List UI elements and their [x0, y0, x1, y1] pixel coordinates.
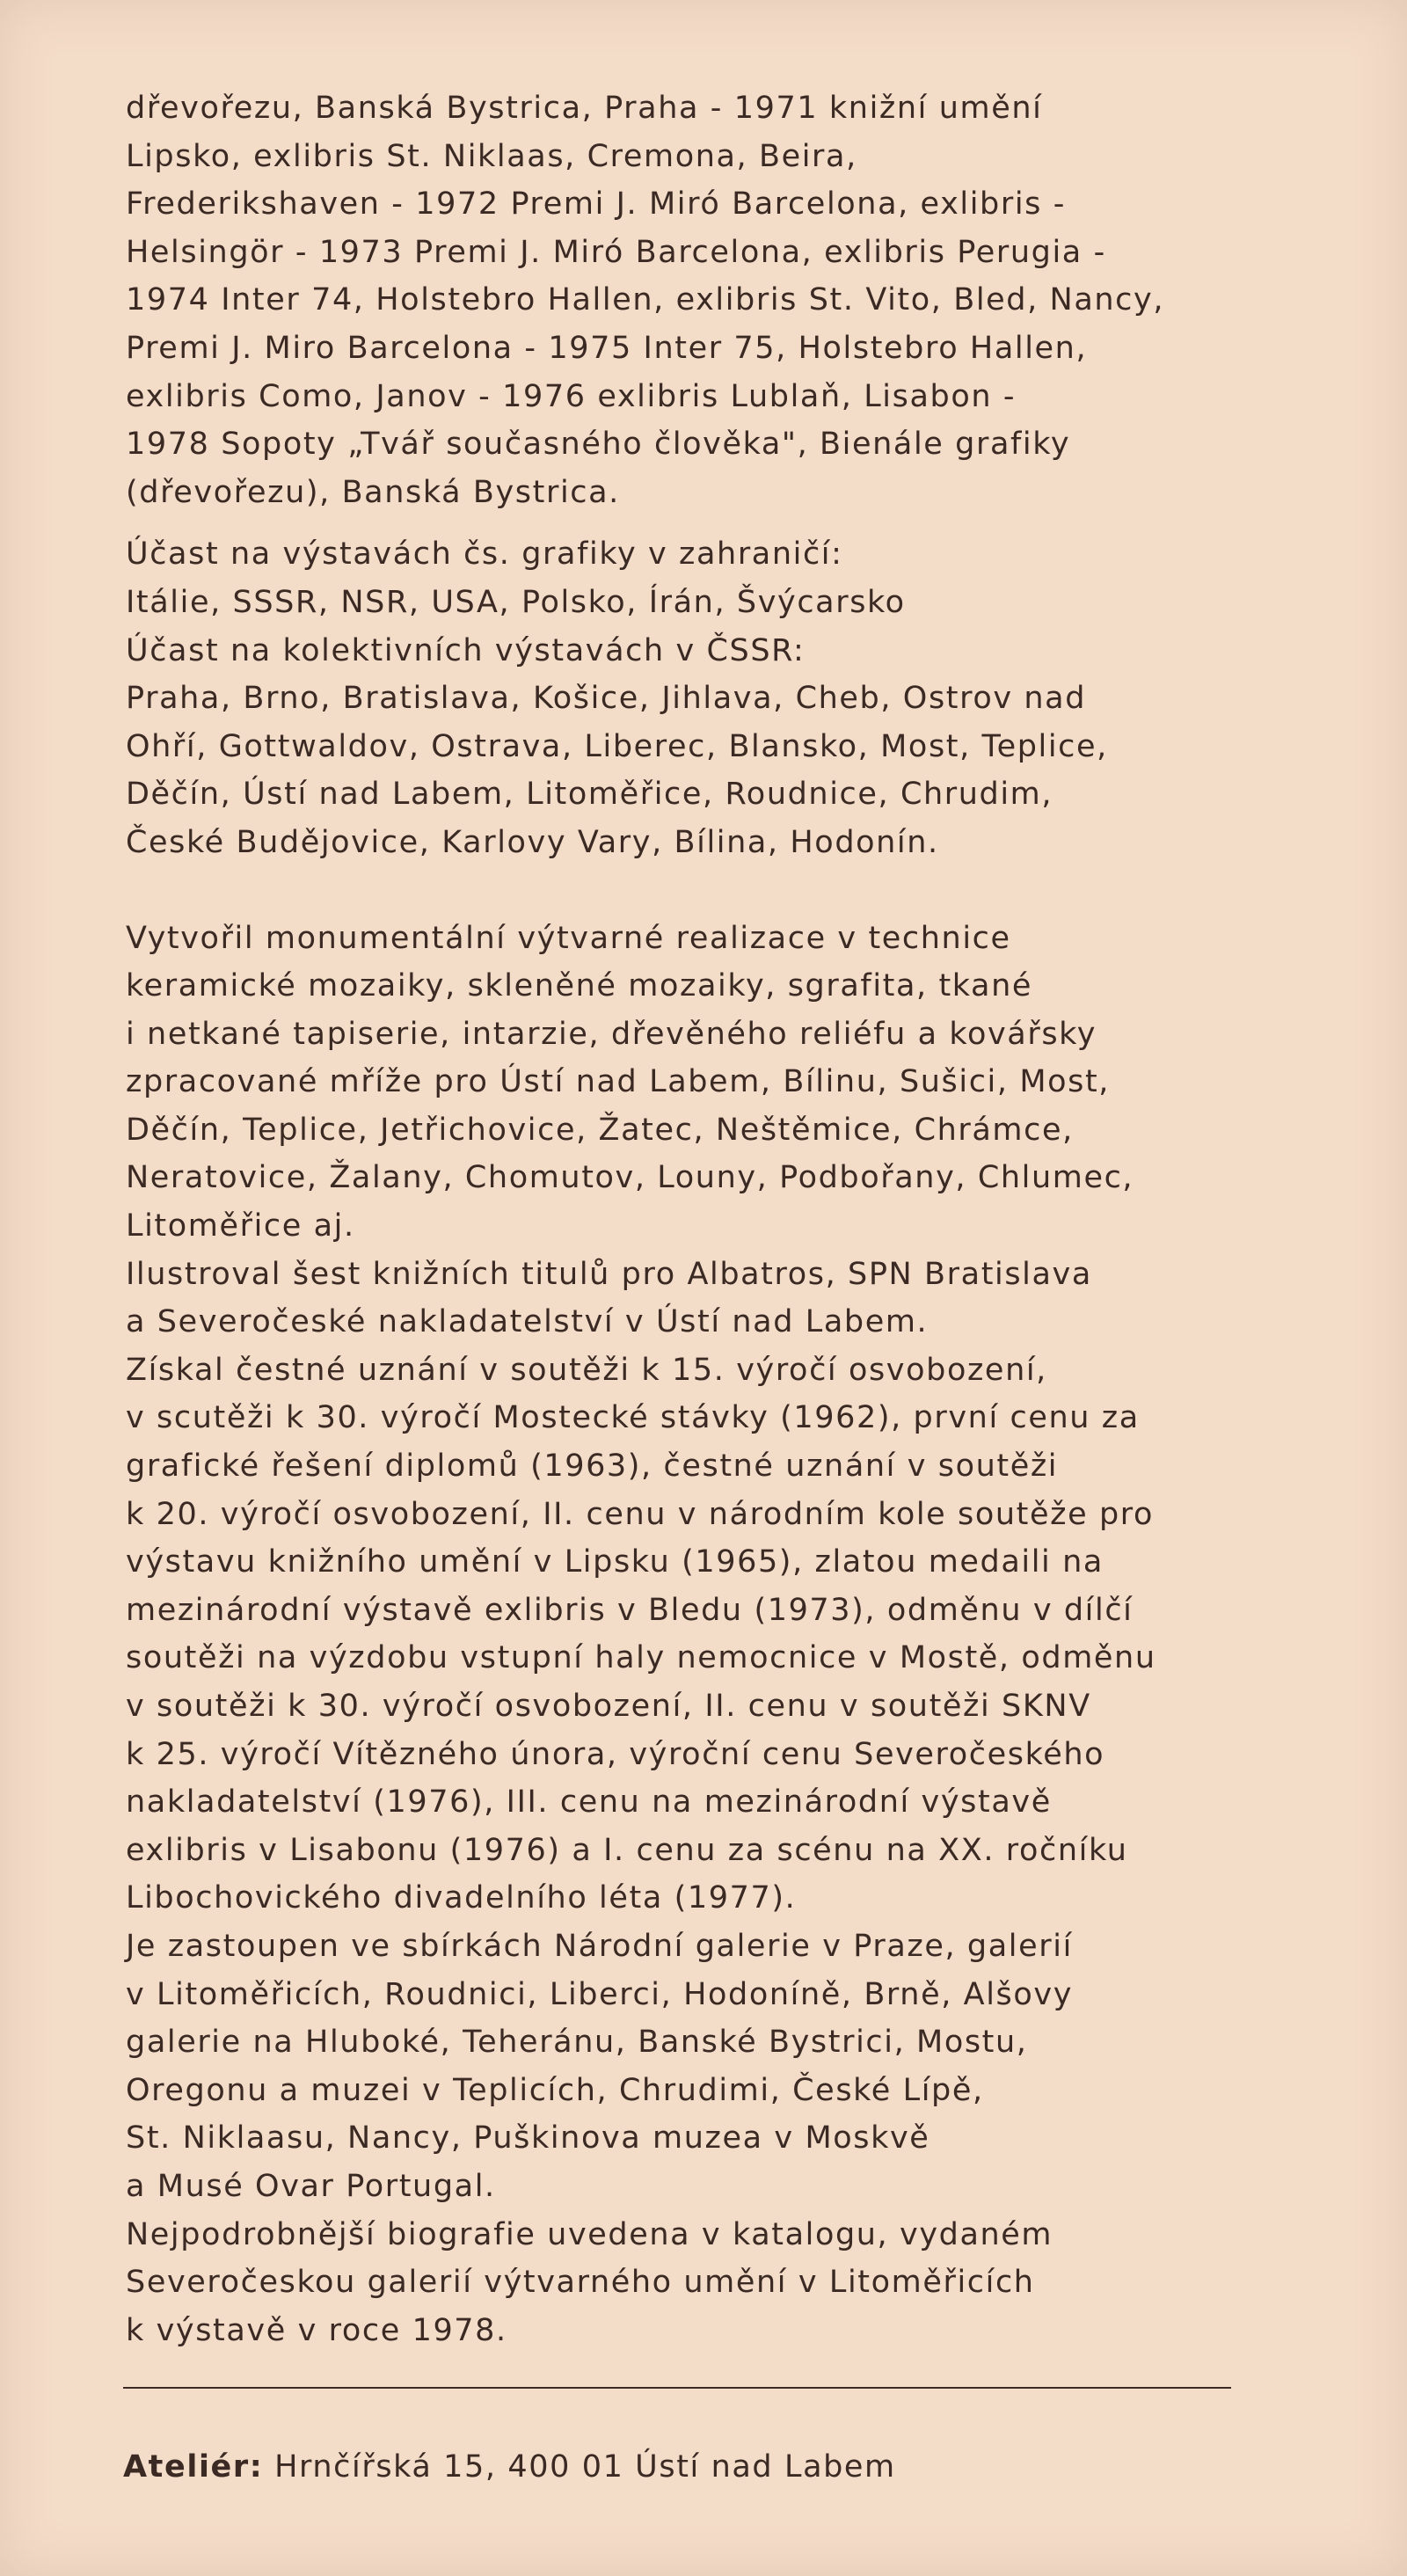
text-line: Děčín, Ústí nad Labem, Litoměřice, Roudnice, Chrudim,: [126, 777, 1053, 813]
text-line: Frederikshaven - 1972 Premi J. Miró Barcelona, exlibris -: [126, 186, 1066, 223]
text-line: grafické řešení diplomů (1963), čestné uznání v soutěži: [126, 1449, 1059, 1485]
text-line: Libochovického divadelního léta (1977).: [126, 1880, 797, 1916]
text-line: 1978 Sopoty „Tvář současného člověka", Bienále grafiky: [126, 427, 1071, 463]
text-line: České Budějovice, Karlovy Vary, Bílina, Hodonín.: [126, 824, 939, 860]
text-line: Děčín, Teplice, Jetřichovice, Žatec, Neštěmice, Chrámce,: [126, 1112, 1074, 1148]
text-line: k výstavě v roce 1978.: [126, 2312, 507, 2348]
text-line: exlibris Como, Janov - 1976 exlibris Lublaň, Lisabon -: [126, 378, 1017, 414]
text-line: soutěži na výzdobu vstupní haly nemocnice v Mostě, odměnu: [126, 1640, 1156, 1676]
works-paragraph: [126, 915, 1287, 2355]
text-line: Praha, Brno, Bratislava, Košice, Jihlava, Cheb, Ostrov nad: [126, 681, 1087, 717]
text-line: Lipsko, exlibris St. Niklaas, Cremona, Beira,: [126, 138, 857, 174]
text-line: Oregonu a muzei v Teplicích, Chrudimi, České Lípě,: [126, 2072, 984, 2108]
text-line: (dřevořezu), Banská Bystrica.: [126, 474, 620, 510]
text-line: Nejpodrobnější biografie uvedena v katalogu, vydaném: [126, 2216, 1053, 2252]
text-line: Severočeskou galerií výtvarného umění v Litoměřicích: [126, 2265, 1035, 2301]
studio-address-text: Hrnčířská 15, 400 01 Ústí nad Labem: [274, 2449, 896, 2485]
text-line: Helsingör - 1973 Premi J. Miró Barcelona, exlibris Perugia -: [126, 234, 1106, 270]
text-line: galerie na Hluboké, Teheránu, Banské Bystrici, Mostu,: [126, 2025, 1028, 2061]
collective-heading: Účast na kolektivních výstavách v ČSSR:: [126, 632, 806, 668]
text-line: výstavu knižního umění v Lipsku (1965), zlatou medaili na: [126, 1544, 1104, 1580]
text-line: Ohří, Gottwaldov, Ostrava, Liberec, Blansko, Most, Teplice,: [126, 728, 1108, 764]
exhibitions-prizes-paragraph: [126, 84, 1287, 516]
abroad-heading: Účast na výstavách čs. grafiky v zahraničí:: [126, 536, 843, 573]
text-line: nakladatelství (1976), III. cenu na mezinárodní výstavě: [126, 1784, 1052, 1821]
text-line: Ilustroval šest knižních titulů pro Albatros, SPN Bratislava: [126, 1256, 1092, 1292]
text-line: mezinárodní výstavě exlibris v Bledu (1973), odměnu v dílčí: [126, 1592, 1134, 1628]
text-line: dřevořezu, Banská Bystrica, Praha - 1971 knižní umění: [126, 91, 1043, 126]
text-line: Je zastoupen ve sbírkách Národní galerie v Praze, galerií: [126, 1928, 1073, 1964]
divider-line: [123, 2387, 1231, 2389]
text-line: St. Niklaasu, Nancy, Puškinova muzea v Moskvě: [126, 2120, 930, 2156]
text-line: v soutěži k 30. výročí osvobození, II. cenu v soutěži SKNV: [126, 1689, 1091, 1724]
text-line: k 25. výročí Vítězného února, výroční cenu Severočeského: [126, 1736, 1105, 1772]
text-line: 1974 Inter 74, Holstebro Hallen, exlibris St. Vito, Bled, Nancy,: [126, 282, 1165, 318]
abroad-countries: Itálie, SSSR, NSR, USA, Polsko, Írán, Švýcarsko: [126, 584, 906, 620]
text-line: Litoměřice aj.: [126, 1208, 355, 1244]
text-line: Premi J. Miro Barcelona - 1975 Inter 75, Holstebro Hallen,: [126, 330, 1088, 366]
text-line: v scutěži k 30. výročí Mostecké stávky (1962), první cenu za: [126, 1400, 1140, 1436]
text-line: Získal čestné uznání v soutěži k 15. výročí osvobození,: [126, 1352, 1047, 1388]
text-line: Vytvořil monumentální výtvarné realizace v technice: [126, 920, 1011, 956]
biography-text: [126, 84, 1287, 2354]
text-line: zpracované mříže pro Ústí nad Labem, Bílinu, Sušici, Most,: [126, 1064, 1111, 1100]
text-line: v Litoměřicích, Roudnici, Liberci, Hodoníně, Brně, Alšovy: [126, 1976, 1074, 2012]
text-line: keramické mozaiky, skleněné mozaiky, sgrafita, tkané: [126, 968, 1033, 1004]
text-line: exlibris v Lisabonu (1976) a I. cenu za scénu na XX. ročníku: [126, 1832, 1128, 1868]
text-line: Neratovice, Žalany, Chomutov, Louny, Podbořany, Chlumec,: [126, 1160, 1134, 1196]
text-line: k 20. výročí osvobození, II. cenu v národním kole soutěže pro: [126, 1496, 1154, 1532]
studio-address: [123, 2443, 896, 2491]
text-line: i netkané tapiserie, intarzie, dřevěného reliéfu a kovářsky: [126, 1016, 1097, 1052]
text-line: a Musé Ovar Portugal.: [126, 2168, 496, 2204]
text-line: a Severočeské nakladatelství v Ústí nad Labem.: [126, 1304, 929, 1340]
exhibitions-abroad: [126, 530, 1287, 866]
studio-label: Ateliér:: [123, 2449, 264, 2485]
